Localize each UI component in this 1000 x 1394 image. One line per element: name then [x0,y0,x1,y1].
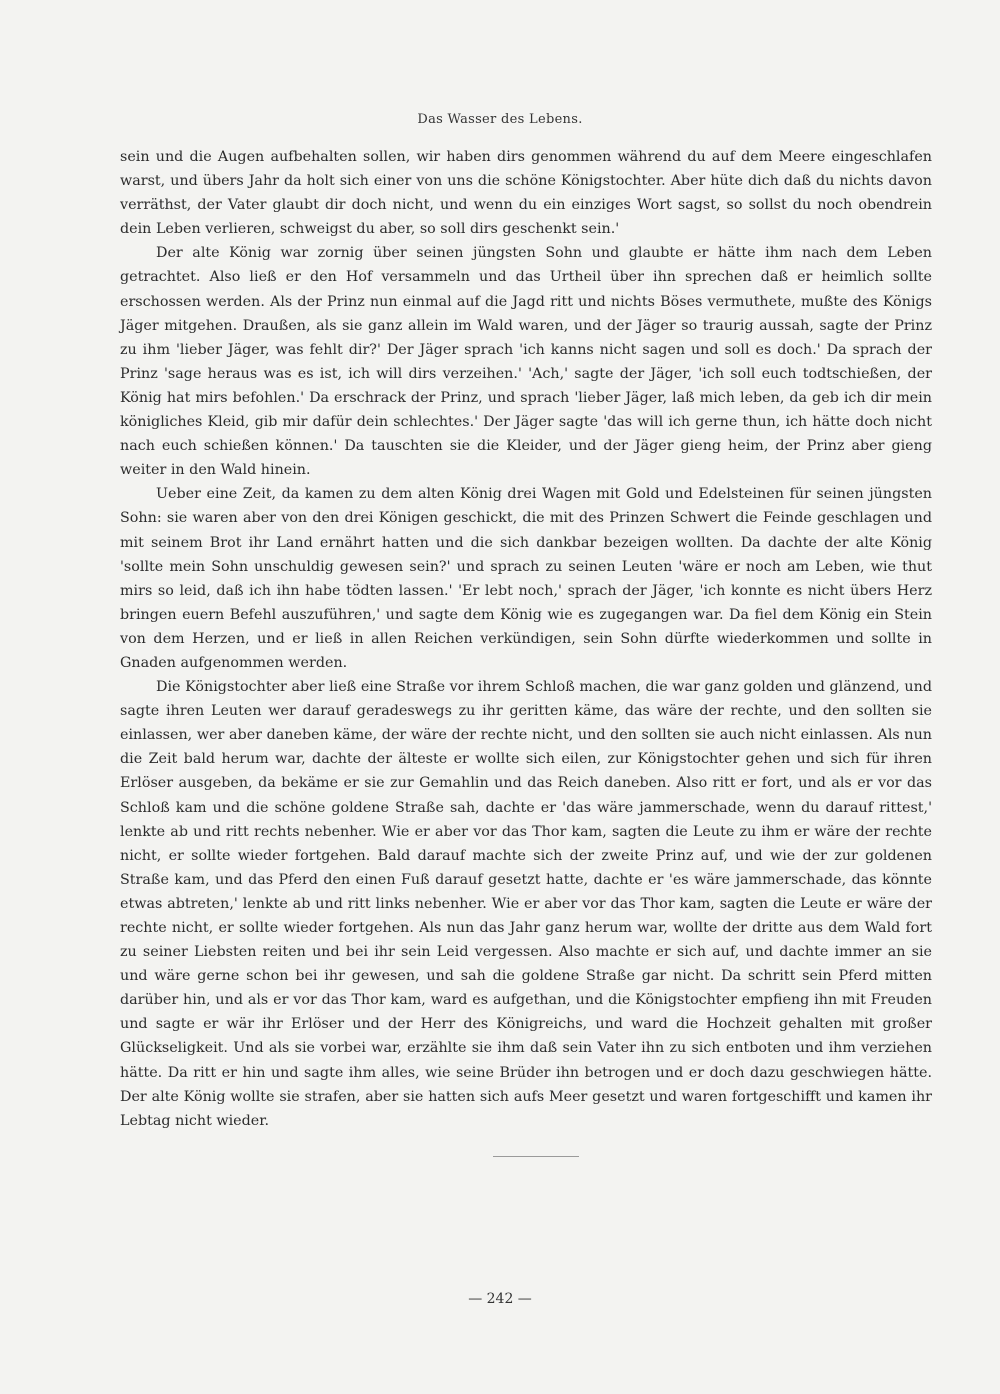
paragraph: Die Königstochter aber ließ eine Straße vor ihrem Schloß machen, die war ganz golden und glänzend, und sagte ihren Leuten wer darauf geradeswegs zu ihr geritten käme, das wäre der rechte, und den sollten sie einlassen, wer aber daneben käme, der wäre der rechte nicht, und den sollten sie auch nicht einlassen. Als nun die Zeit bald herum war, dachte der älteste er wollte sich eilen, zur Königstochter gehen und sich für ihren Erlöser ausgeben, da bekäme er sie zur Gemahlin und das Reich daneben. Also ritt er fort, und als er vor das Schloß kam und die schöne goldene Straße sah, dachte er 'das wäre jammerschade, wenn du darauf rittest,' lenkte ab und ritt rechts nebenher. Wie er aber vor das Thor kam, sagten die Leute zu ihm er wäre der rechte nicht, er sollte wieder fortgehen. Bald darauf machte sich der zweite Prinz auf, und wie der zur goldenen Straße kam, und das Pferd den einen Fuß darauf gesetzt hatte, dachte er 'es wäre jammerschade, das könnte etwas abtreten,' lenkte ab und ritt links nebenher. Wie er aber vor das Thor kam, sagten die Leute er wäre der rechte nicht, er sollte wieder fortgehen. Als nun das Jahr ganz herum war, wollte der dritte aus dem Wald fort zu seiner Liebsten reiten und bei ihr sein Leid vergessen. Also machte er sich auf, und dachte immer an sie und wäre gerne schon bei ihr gewesen, und sah die goldene Straße gar nicht. Da schritt sein Pferd mitten darüber hin, und als er vor das Thor kam, ward es aufgethan, und die Königstochter empfieng ihn mit Freuden und sagte er wär ihr Erlöser und der Herr des Königreichs, und ward die Hochzeit gehalten mit großer Glückseligkeit. Und als sie vorbei war, erzählte sie ihm daß sein Vater ihn zu sich entboten und ihm verziehen hätte. Da ritt er hin und sagte ihm alles, wie seine Brüder ihn betrogen und er doch dazu geschwiegen hätte. Der alte König wollte sie strafen, aber sie hatten sich aufs Meer gesetzt und waren fortgeschifft und kamen ihr Lebtag nicht wieder. [120,679,932,1129]
section-divider [493,1156,579,1157]
body-text [120,145,932,1133]
running-head: Das Wasser des Lebens. [417,112,583,127]
paragraph: sein und die Augen aufbehalten sollen, wir haben dirs genommen während du auf dem Meere eingeschlafen warst, und übers Jahr da holt sich einer von uns die schöne Königstochter. Aber hüte dich daß du nichts davon verräthst, der Vater glaubt dir doch nicht, und wenn du ein einziges Wort sagst, so sollst du noch obendrein dein Leben verlieren, schweigst du aber, so soll dirs geschenkt sein.' [120,149,932,238]
paragraph: Ueber eine Zeit, da kamen zu dem alten König drei Wagen mit Gold und Edelsteinen für seinen jüngsten Sohn: sie waren aber von den drei Königen geschickt, die mit des Prinzen Schwert die Feinde geschlagen und mit seinem Brot ihr Land ernährt hatten und die sich dankbar bezeigen wollten. Da dachte der alte König 'sollte mein Sohn unschuldig gewesen sein?' und sprach zu seinen Leuten 'wäre er noch am Leben, wie thut mirs so leid, daß ich ihn habe tödten lassen.' 'Er lebt noch,' sprach der Jäger, 'ich konnte es nicht übers Herz bringen euern Befehl auszuführen,' und sagte dem König wie es zugegangen war. Da fiel dem König ein Stein von dem Herzen, und er ließ in allen Reichen verkündigen, sein Sohn dürfte wiederkommen und sollte in Gnaden aufgenommen werden. [120,486,932,671]
paragraph: Der alte König war zornig über seinen jüngsten Sohn und glaubte er hätte ihm nach dem Leben getrachtet. Also ließ er den Hof versammeln und das Urtheil über ihn sprechen daß er heimlich sollte erschossen werden. Als der Prinz nun einmal auf die Jagd ritt und nichts Böses vermuthete, mußte des Königs Jäger mitgehen. Draußen, als sie ganz allein im Wald waren, und der Jäger so traurig aussah, sagte der Prinz zu ihm 'lieber Jäger, was fehlt dir?' Der Jäger sprach 'ich kanns nicht sagen und soll es doch.' Da sprach der Prinz 'sage heraus was es ist, ich will dirs verzeihen.' 'Ach,' sagte der Jäger, 'ich soll euch todtschießen, der König hat mirs befohlen.' Da erschrack der Prinz, und sprach 'lieber Jäger, laß mich leben, da geb ich dir mein königliches Kleid, gib mir dafür dein schlechtes.' Der Jäger sagte 'das will ich gerne thun, ich hätte doch nicht nach euch schießen können.' Da tauschten sie die Kleider, und der Jäger gieng heim, der Prinz aber gieng weiter in den Wald hinein. [120,245,932,479]
page-number: — 242 — [468,1291,532,1307]
